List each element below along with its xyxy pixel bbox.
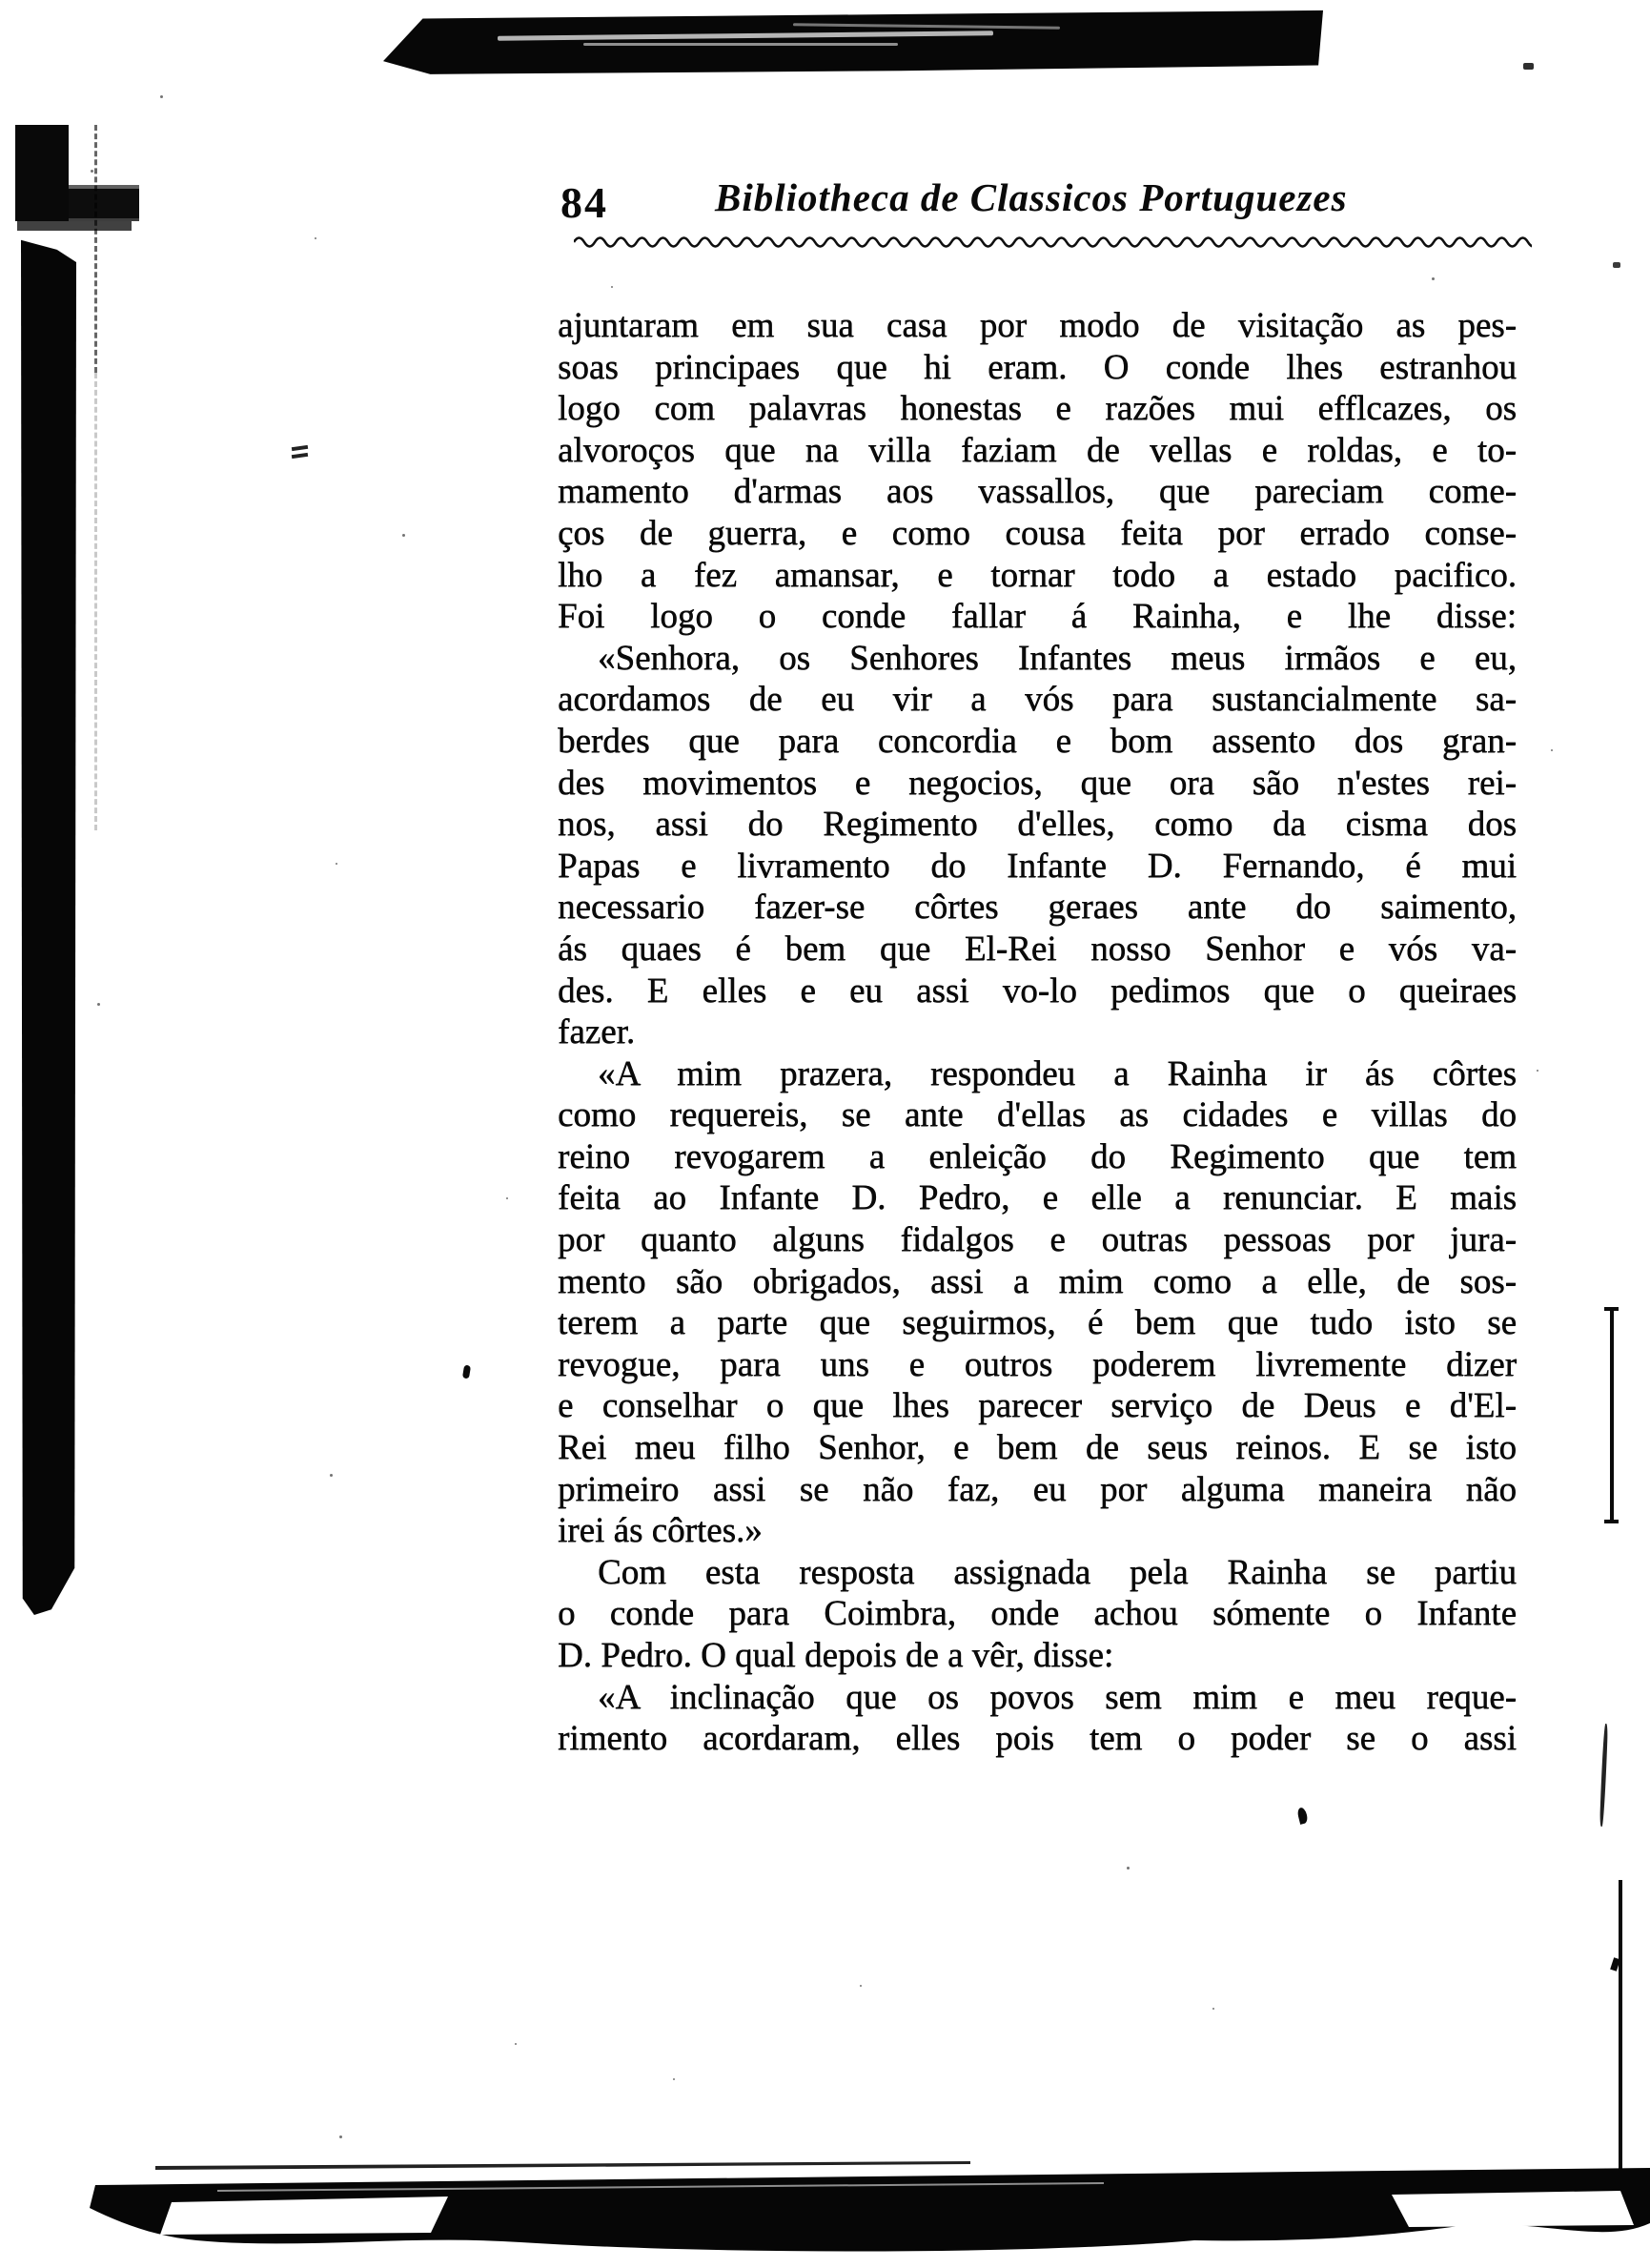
text-line: terem a parte que seguirmos, é bem que tudo isto se: [558, 1303, 1517, 1343]
text-line: «A inclinação que os povos sem mim e meu reque-: [598, 1677, 1517, 1717]
scan-artifact-dotted-line: [94, 373, 97, 830]
scan-speck: [462, 1365, 471, 1379]
text-line: D. Pedro. O qual depois de a vêr, disse:: [558, 1636, 1114, 1675]
scan-speck: [402, 534, 405, 537]
scan-speck: [611, 286, 613, 288]
scan-artifact-left-blob: [17, 221, 132, 231]
scan-artifact-bottom-bar: [74, 2156, 1650, 2263]
text-line: por quanto alguns fidalgos e outras pessoas por jura-: [558, 1220, 1517, 1260]
text-line: soas principaes que hi eram. O conde lhes estranhou: [558, 347, 1517, 387]
scan-white-streak: [793, 23, 1060, 29]
scan-artifact-right-line: [1604, 1307, 1619, 1311]
scan-speck: [506, 1197, 508, 1199]
text-line: o conde para Coimbra, onde achou sómente o Infante: [558, 1594, 1517, 1634]
text-line: revogue, para uns e outros poderem livremente dizer: [558, 1344, 1517, 1384]
running-title: Bibliotheca de Classicos Portuguezes: [715, 175, 1348, 219]
text-line: fazer.: [558, 1012, 636, 1052]
text-line: alvoroços que na villa faziam de vellas e roldas, e to-: [558, 430, 1517, 470]
scan-artifact-dotted-line: [94, 125, 97, 373]
text-line: ajuntaram em sua casa por modo de visitação as pes-: [558, 306, 1517, 345]
text-line: «Senhora, os Senhores Infantes meus irmãos e eu,: [598, 638, 1517, 678]
scan-artifact-right-line: [1619, 1880, 1622, 2172]
text-line: logo com palavras honestas e razões mui efflcazes, os: [558, 389, 1517, 429]
scan-artifact-right-curve: [1599, 1724, 1608, 1827]
scan-speck: [673, 2078, 675, 2080]
scan-speck: [860, 1985, 862, 1987]
page-number: 84: [560, 178, 608, 227]
scan-speck: [515, 2043, 517, 2045]
scan-speck: [292, 453, 308, 459]
scan-speck: [1613, 262, 1620, 268]
scan-speck: [339, 2135, 342, 2138]
text-line: lho a fez amansar, e tornar todo a estado pacifico.: [558, 555, 1517, 595]
text-line: rimento acordaram, elles pois tem o poder se o assi: [558, 1719, 1517, 1759]
text-line: des. E elles e eu assi vo-lo pedimos que o queiraes: [558, 971, 1517, 1011]
scan-speck: [1551, 749, 1553, 751]
scan-speck: [336, 863, 337, 865]
text-line: berdes que para concordia e bom assento dos gran-: [558, 721, 1517, 761]
text-line: primeiro assi se não faz, eu por alguma maneira não: [558, 1469, 1517, 1509]
scan-speck: [292, 445, 308, 451]
scan-artifact-top-bar: [383, 8, 1325, 76]
text-line: Foi logo o conde fallar á Rainha, e lhe disse:: [558, 597, 1517, 637]
text-line: Papas e livramento do Infante D. Fernando, é mui: [558, 846, 1517, 886]
scan-white-streak: [498, 31, 993, 40]
scan-artifact-right-line: [1610, 1309, 1614, 1522]
scan-white-streak: [583, 43, 898, 46]
text-line: mento são obrigados, assi a mim como a elle, de sos-: [558, 1261, 1517, 1301]
scan-speck: [1523, 63, 1534, 70]
text-line: des movimentos e negocios, que ora são n'estes rei-: [558, 763, 1517, 803]
scan-speck: [1296, 1807, 1309, 1825]
text-line: reino revogarem a enleição do Regimento que tem: [558, 1136, 1517, 1176]
scan-speck: [1537, 1070, 1538, 1072]
scan-artifact-left-bar: [21, 235, 76, 1615]
scan-speck: [160, 95, 163, 98]
text-line: como requereis, se ante d'ellas as cidades e villas do: [558, 1095, 1517, 1135]
wavy-rule: [574, 232, 1532, 249]
scan-speck: [1212, 2008, 1214, 2010]
scan-artifact-left-blob: [15, 125, 69, 221]
text-line: acordamos de eu vir a vós para sustancialmente sa-: [558, 680, 1517, 720]
scan-artifact-right-line: [1604, 1520, 1619, 1523]
text-line: irei ás côrtes.»: [558, 1511, 763, 1551]
text-line: Com esta resposta assignada pela Rainha se partiu: [598, 1552, 1517, 1592]
scan-speck: [315, 237, 316, 239]
body-text: [558, 305, 1517, 1760]
scan-speck: [1432, 277, 1435, 280]
text-line: nos, assi do Regimento d'elles, como da cisma dos: [558, 805, 1517, 845]
text-line: ços de guerra, e como cousa feita por errado conse-: [558, 513, 1517, 553]
text-line: Rei meu filho Senhor, e bem de seus reinos. E se isto: [558, 1428, 1517, 1468]
scan-artifact-left-blob: [69, 185, 139, 221]
text-line: e conselhar o que lhes parecer serviço de Deus e d'El-: [558, 1386, 1517, 1426]
scan-speck: [97, 1003, 100, 1006]
scan-speck: [330, 1474, 333, 1477]
text-line: ás quaes é bem que El-Rei nosso Senhor e vós va-: [558, 929, 1517, 969]
text-line: necessario fazer-se côrtes geraes ante do saimento,: [558, 888, 1517, 928]
text-line: «A mim prazera, respondeu a Rainha ir ás côrtes: [598, 1053, 1517, 1093]
text-line: mamento d'armas aos vassallos, que pareciam come-: [558, 472, 1517, 512]
scan-speck: [91, 170, 93, 173]
scan-speck: [1127, 1867, 1130, 1870]
text-line: feita ao Infante D. Pedro, e elle a renunciar. E mais: [558, 1178, 1517, 1218]
